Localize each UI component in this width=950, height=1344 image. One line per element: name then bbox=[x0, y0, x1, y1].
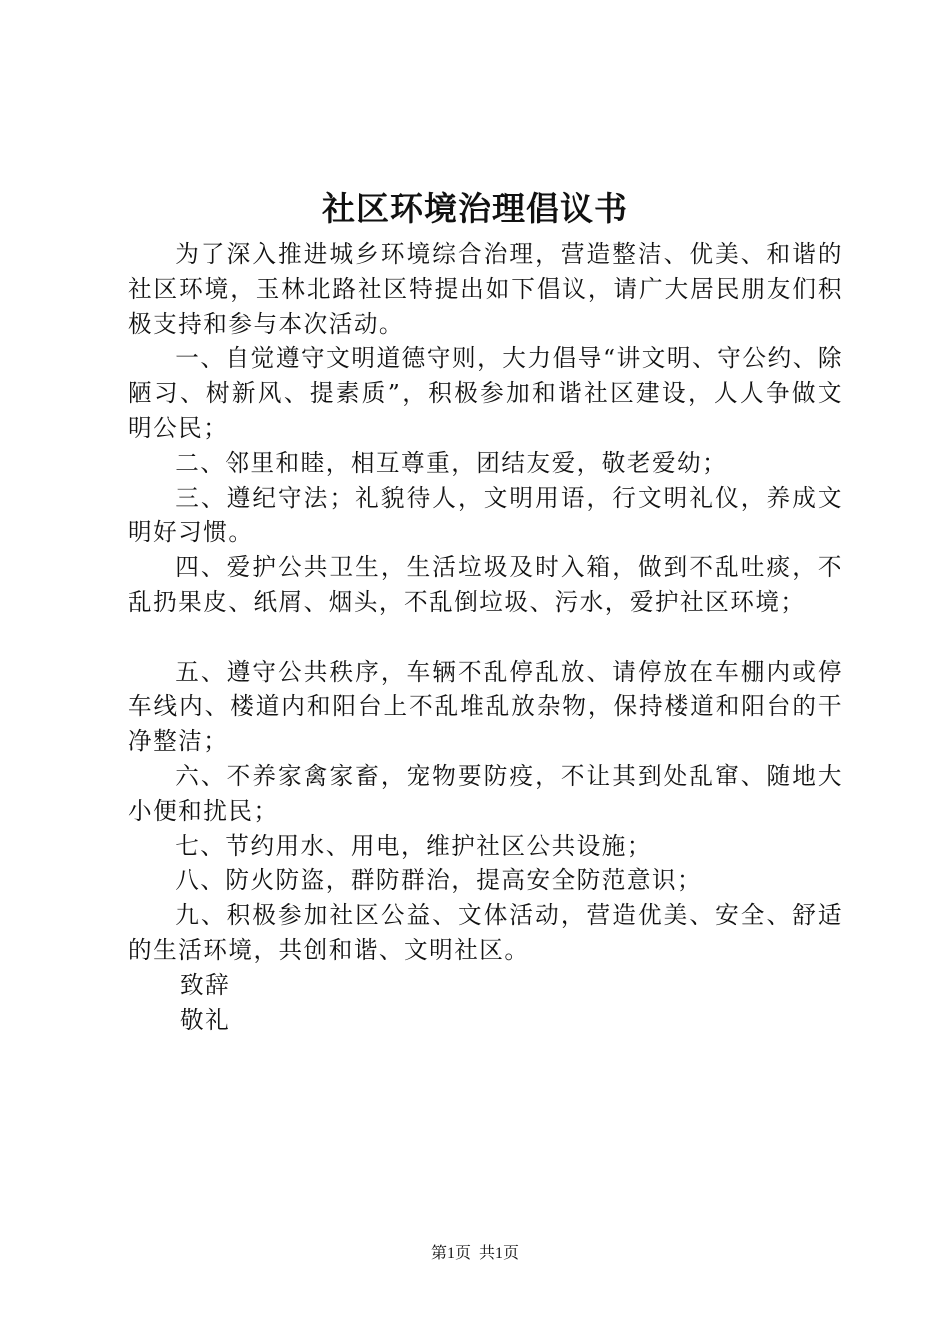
proposal-item-7: 七、节约用水、用电，维护社区公共设施； bbox=[175, 831, 652, 860]
closing-line-1: 致辞 bbox=[180, 970, 231, 999]
proposal-item-6: 六、不养家禽家畜，宠物要防疫，不让其到处乱窜、随地大小便和扰民； bbox=[128, 761, 843, 825]
proposal-item-5: 五、遵守公共秩序，车辆不乱停乱放、请停放在车棚内或停车线内、楼道内和阳台上不乱堆乱放杂物，保持楼道和阳台的干净整洁； bbox=[128, 657, 843, 756]
page-total: 共1页 bbox=[479, 1245, 520, 1262]
page-number: 第1页 bbox=[430, 1245, 471, 1262]
document-body bbox=[128, 237, 843, 1037]
document-title: 社区环境治理倡议书 bbox=[322, 189, 628, 228]
closing-line-2: 敬礼 bbox=[180, 1005, 231, 1034]
page-footer bbox=[0, 1243, 950, 1265]
proposal-item-4: 四、爱护公共卫生，生活垃圾及时入箱，做到不乱吐痰，不乱扔果皮、纸屑、烟头，不乱倒垃圾、污水，爱护社区环境； bbox=[128, 553, 843, 616]
proposal-item-8: 八、防火防盗，群防群治，提高安全防范意识； bbox=[175, 866, 703, 895]
proposal-item-2: 二、邻里和睦，相互尊重，团结友爱，敬老爱幼； bbox=[175, 448, 728, 477]
intro-paragraph: 为了深入推进城乡环境综合治理，营造整洁、优美、和谐的社区环境，玉林北路社区特提出如下倡议，请广大居民朋友们积极支持和参与本次活动。 bbox=[128, 240, 843, 338]
proposal-item-1: 一、自觉遵守文明道德守则，大力倡导“讲文明、守公约、除陋习、树新风、提素质”，积极参加和谐社区建设，人人争做文明公民； bbox=[128, 344, 843, 442]
proposal-item-3: 三、遵纪守法；礼貌待人，文明用语，行文明礼仪，养成文明好习惯。 bbox=[128, 483, 843, 547]
proposal-item-9: 九、积极参加社区公益、文体活动，营造优美、安全、舒适的生活环境，共创和谐、文明社区。 bbox=[128, 901, 843, 964]
